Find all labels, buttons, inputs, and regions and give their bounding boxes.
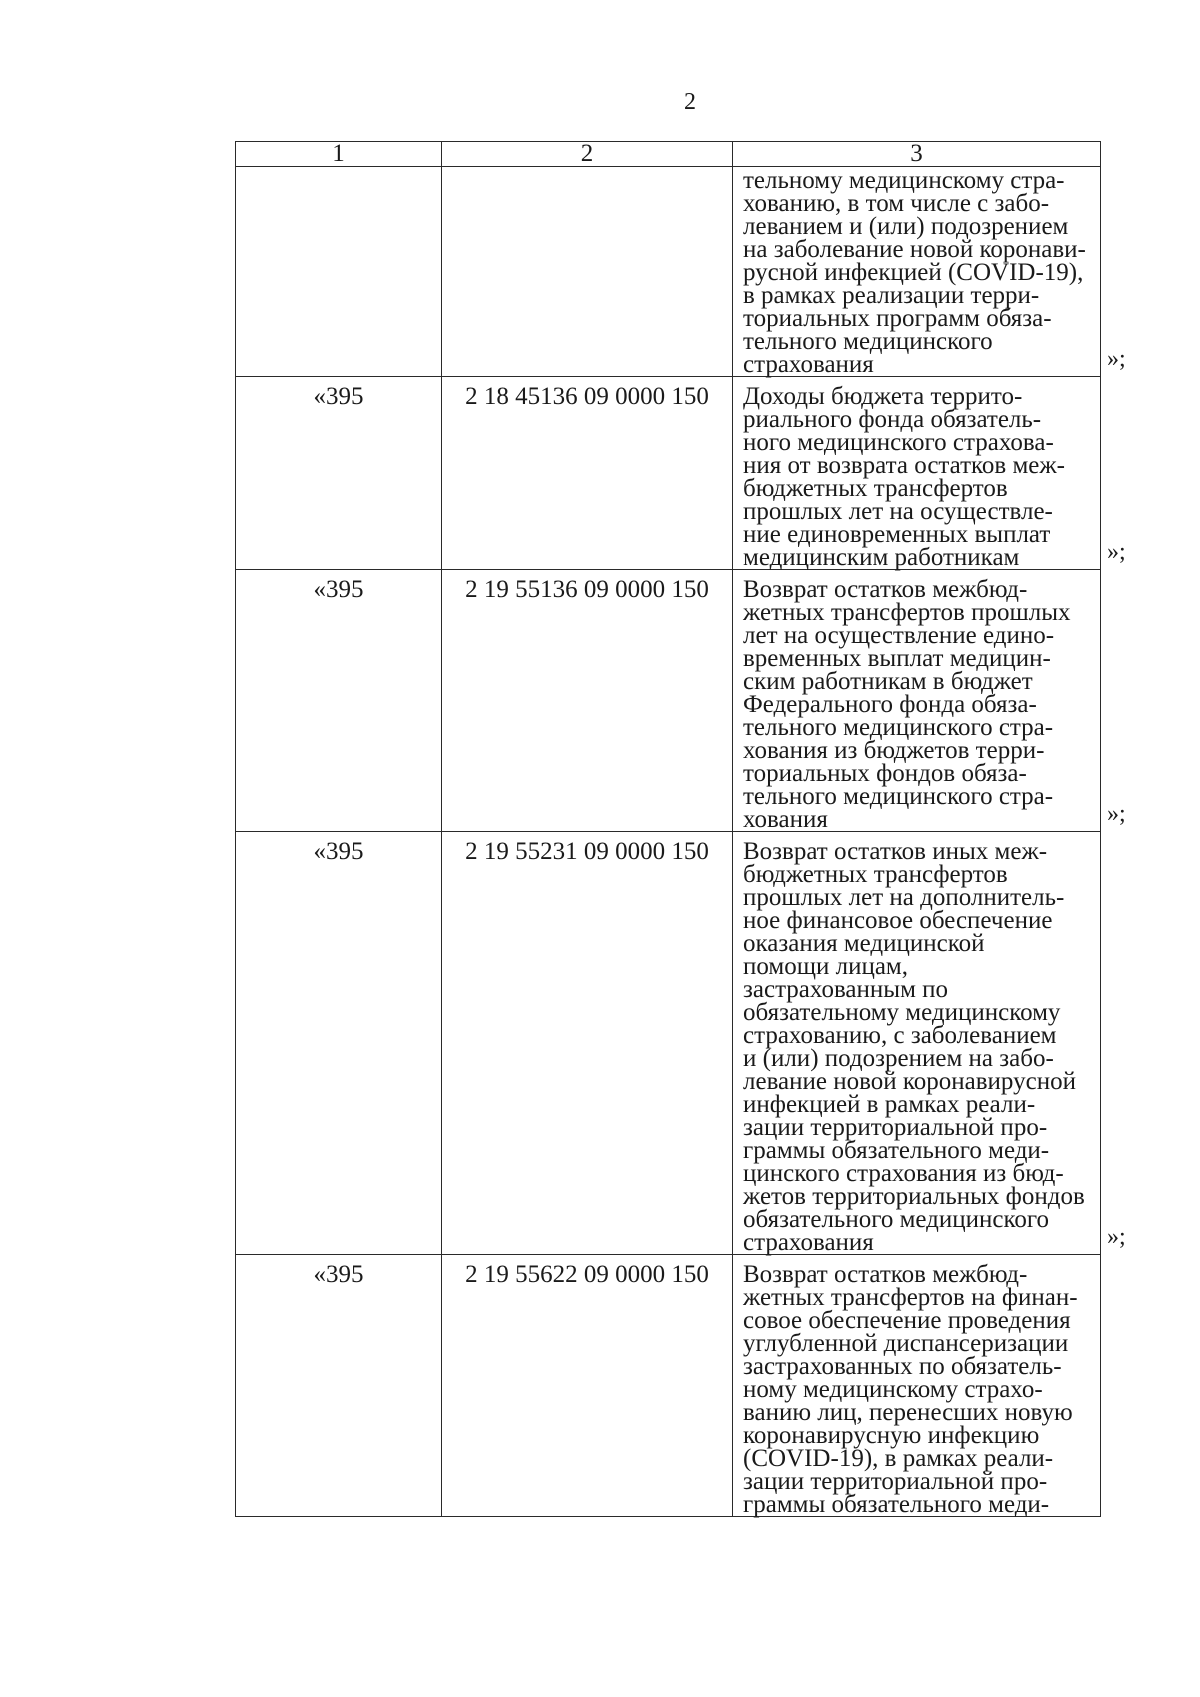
table-row xyxy=(236,377,1101,570)
description-cell xyxy=(733,167,1101,377)
closing-quote-mark: »; xyxy=(1107,1223,1126,1250)
closing-quote-mark: »; xyxy=(1107,345,1126,372)
kbk-table xyxy=(235,141,1101,1517)
description-cell xyxy=(733,570,1101,832)
description-line: русной инфекцией (COVID-19), xyxy=(743,259,1084,286)
description-line: (COVID-19), в рамках реали- xyxy=(743,1445,1054,1472)
description-line: медицинским работникам xyxy=(743,544,1020,571)
description-cell xyxy=(733,1255,1101,1517)
description-line: прошлых лет на осуществле- xyxy=(743,498,1053,525)
description-line: ванию лиц, перенесших новую xyxy=(743,1399,1073,1426)
description-line: Доходы бюджета террито- xyxy=(743,383,1023,410)
classification-code-cell: 2 18 45136 09 0000 150 xyxy=(442,377,733,570)
description-line: хования из бюджетов терри- xyxy=(743,737,1045,764)
description-line: оказания медицинской xyxy=(743,930,985,957)
description-line: жетных трансфертов прошлых xyxy=(743,599,1071,626)
classification-code-cell xyxy=(442,167,733,377)
column-header-1: 1 xyxy=(236,142,442,167)
description-line: застрахованных по обязатель- xyxy=(743,1353,1062,1380)
description-line: коронавирусную инфекцию xyxy=(743,1422,1040,1449)
description-line: совое обеспечение проведения xyxy=(743,1307,1071,1334)
description-line: ским работникам в бюджет xyxy=(743,668,1033,695)
description-line: прошлых лет на дополнитель- xyxy=(743,884,1065,911)
column-header-2: 2 xyxy=(442,142,733,167)
description-line: бюджетных трансфертов xyxy=(743,861,1008,888)
description-line: жетов территориальных фондов xyxy=(743,1183,1085,1210)
description-line: жетных трансфертов на финан- xyxy=(743,1284,1078,1311)
description-line: граммы обязательного меди- xyxy=(743,1137,1050,1164)
description-line: ния от возврата остатков меж- xyxy=(743,452,1065,479)
description-line: ное финансовое обеспечение xyxy=(743,907,1053,934)
description-line: левание новой коронавирусной xyxy=(743,1068,1076,1095)
description-line: Возврат остатков иных меж- xyxy=(743,838,1048,865)
budget-code-cell: «395 xyxy=(236,377,442,570)
description-line: ние единовременных выплат xyxy=(743,521,1051,548)
classification-code-cell: 2 19 55622 09 0000 150 xyxy=(442,1255,733,1517)
description-line: тельному медицинскому стра- xyxy=(743,167,1065,194)
description-line: тельного медицинского стра- xyxy=(743,714,1054,741)
description-line: Возврат остатков межбюд- xyxy=(743,576,1028,603)
description-line: временных выплат медицин- xyxy=(743,645,1051,672)
description-line: леванием и (или) подозрением xyxy=(743,213,1069,240)
description-line: хования xyxy=(743,806,828,833)
closing-quote-mark: »; xyxy=(1107,800,1126,827)
description-line: Возврат остатков межбюд- xyxy=(743,1261,1028,1288)
description-line: ториальных фондов обяза- xyxy=(743,760,1027,787)
description-line: риального фонда обязатель- xyxy=(743,406,1042,433)
description-line: помощи лицам, xyxy=(743,953,909,980)
description-line: тельного медицинского xyxy=(743,328,993,355)
table-row xyxy=(236,832,1101,1255)
budget-code-cell: «395 xyxy=(236,1255,442,1517)
table-row xyxy=(236,1255,1101,1517)
description-line: тельного медицинского стра- xyxy=(743,783,1054,810)
table-header-row xyxy=(236,142,1101,167)
description-line: ного медицинского страхова- xyxy=(743,429,1054,456)
column-header-3: 3 xyxy=(733,142,1101,167)
description-line: углубленной диспансеризации xyxy=(743,1330,1069,1357)
description-line: граммы обязательного меди- xyxy=(743,1491,1050,1518)
description-line: страхования xyxy=(743,351,874,378)
description-line: и (или) подозрением на забо- xyxy=(743,1045,1054,1072)
description-line: обязательному медицинскому xyxy=(743,999,1061,1026)
description-line: застрахованным по xyxy=(743,976,949,1003)
budget-code-cell: «395 xyxy=(236,832,442,1255)
description-cell xyxy=(733,377,1101,570)
description-line: страхованию, с заболеванием xyxy=(743,1022,1057,1049)
budget-code-cell: «395 xyxy=(236,570,442,832)
table-body xyxy=(236,167,1101,1517)
description-line: ториальных программ обяза- xyxy=(743,305,1052,332)
table-row xyxy=(236,167,1101,377)
description-line: страхования xyxy=(743,1229,874,1256)
description-line: бюджетных трансфертов xyxy=(743,475,1008,502)
description-line: лет на осуществление едино- xyxy=(743,622,1055,649)
classification-code-cell: 2 19 55231 09 0000 150 xyxy=(442,832,733,1255)
page-number: 2 xyxy=(684,89,696,115)
description-line: цинского страхования из бюд- xyxy=(743,1160,1064,1187)
description-line: зации территориальной про- xyxy=(743,1114,1048,1141)
classification-code-cell: 2 19 55136 09 0000 150 xyxy=(442,570,733,832)
description-line: обязательного медицинского xyxy=(743,1206,1050,1233)
description-line: хованию, в том числе с забо- xyxy=(743,190,1050,217)
description-line: ному медицинскому страхо- xyxy=(743,1376,1043,1403)
description-line: на заболевание новой коронави- xyxy=(743,236,1086,263)
description-cell xyxy=(733,832,1101,1255)
table-row xyxy=(236,570,1101,832)
description-line: Федерального фонда обяза- xyxy=(743,691,1037,718)
description-line: инфекцией в рамках реали- xyxy=(743,1091,1036,1118)
budget-code-cell xyxy=(236,167,442,377)
description-line: в рамках реализации терри- xyxy=(743,282,1040,309)
description-line: зации территориальной про- xyxy=(743,1468,1048,1495)
closing-quote-mark: »; xyxy=(1107,538,1126,565)
